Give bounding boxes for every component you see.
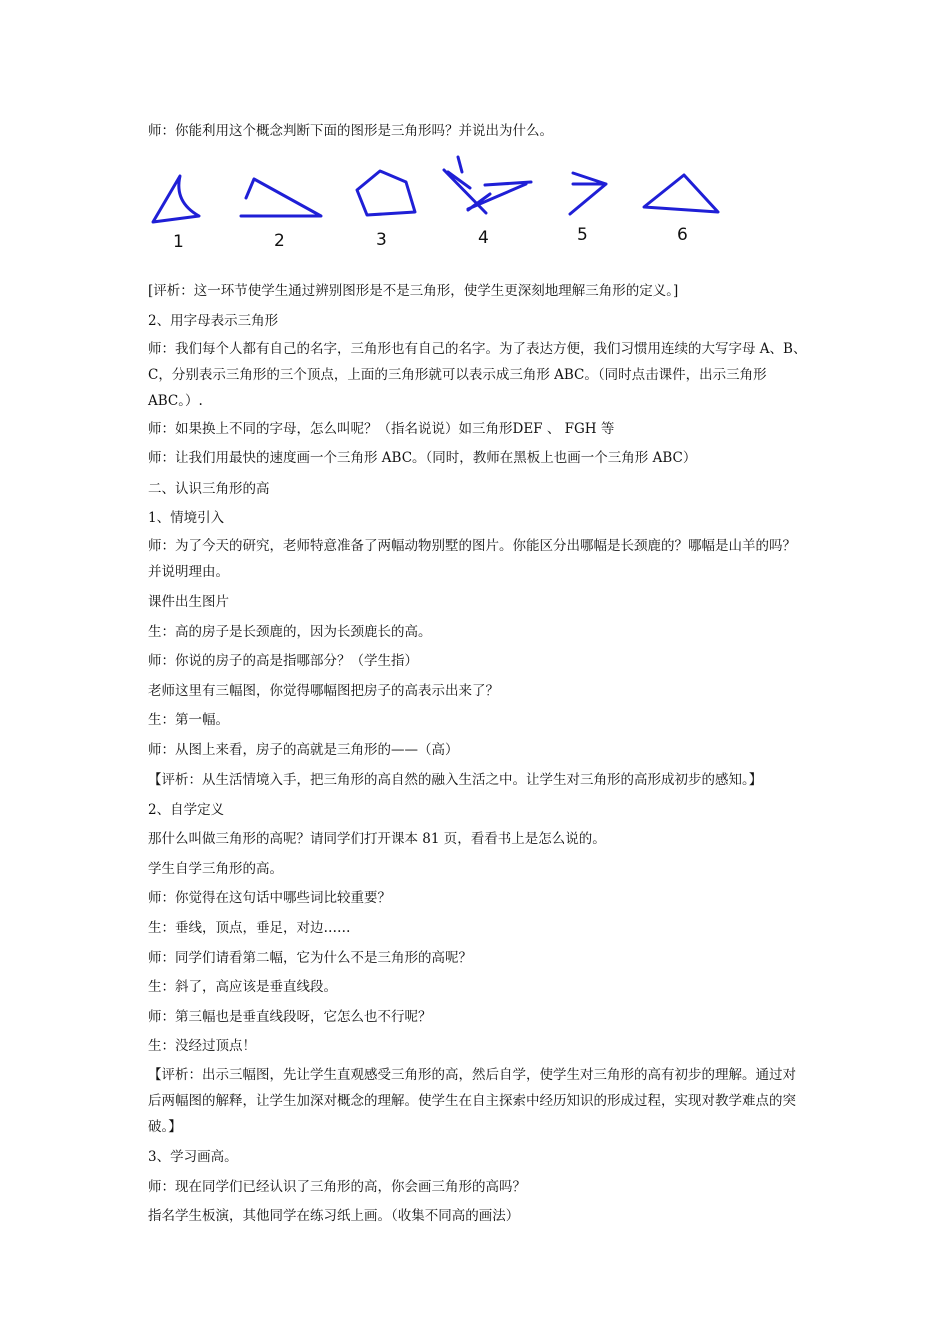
section-heading: 2、用字母表示三角形 [148,313,279,329]
figure-label-1: 1 [173,232,184,252]
shape-figures-drawing [140,152,740,262]
paragraph: 师：从图上来看，房子的高就是三角形的——（高） [148,742,459,758]
paragraph: 生：第一幅。 [148,712,229,728]
figure-label-6: 6 [677,225,688,245]
paragraph: 师：你觉得在这句话中哪些词比较重要？ [148,890,391,906]
figure-5-open-angle [570,173,606,214]
figure-1-curved-shape [153,176,199,222]
paragraph: 师：我们每个人都有自己的名字，三角形也有自己的名字。为了表达方便，我们习惯用连续的大写字母 A、B、C，分别表示三角形的三个顶点，上面的三角形就可以表示成三角形 ABC。（同时点击课件，出示三角形 ABC。）. [148,341,807,409]
section-heading: 1、情境引入 [148,510,225,526]
paragraph: 师：现在同学们已经认识了三角形的高，你会画三角形的高吗？ [148,1179,526,1195]
paragraph: 师：如果换上不同的字母，怎么叫呢？（指名说说）如三角形DEF 、 FGH 等 [148,421,615,437]
review-note: [评析：这一环节使学生通过辨别图形是不是三角形，使学生更深刻地理解三角形的定义。] [148,283,679,299]
figure-label-3: 3 [376,230,387,250]
paragraph: 师：为了今天的研究，老师特意准备了两幅动物别墅的图片。你能区分出哪幅是长颈鹿的？哪幅是山羊的吗？并说明理由。 [148,538,796,580]
paragraph: 生：没经过顶点！ [148,1038,256,1054]
figure-3-pentagon [357,171,415,215]
paragraph: 老师这里有三幅图，你觉得哪幅图把房子的高表示出来了？ [148,683,499,699]
paragraph: 生：斜了，高应该是垂直线段。 [148,979,337,995]
figure-2-open-shape [241,179,321,216]
section-heading: 2、自学定义 [148,802,225,818]
review-note: 【评析：从生活情境入手，把三角形的高自然的融入生活之中。让学生对三角形的高形成初步的感知。】 [148,772,763,788]
figure-label-5: 5 [577,225,588,245]
figure-label-4: 4 [478,228,489,248]
paragraph: 生：垂线，顶点，垂足，对边…… [148,920,351,936]
paragraph: 那什么叫做三角形的高呢？请同学们打开课本 81 页，看看书上是怎么说的。 [148,831,606,847]
paragraph: 课件出生图片 [148,594,229,610]
review-note: 【评析：出示三幅图，先让学生直观感受三角形的高，然后自学，使学生对三角形的高有初步的理解。通过对后两幅图的解释，让学生加深对概念的理解。使学生在自主探索中经历知识的形成过程，实现对教学难点的突破。】 [148,1067,796,1135]
paragraph: 师：同学们请看第二幅，它为什么不是三角形的高呢？ [148,950,472,966]
paragraph: 师：你说的房子的高是指哪部分？（学生指） [148,653,418,669]
paragraph: 师：你能利用这个概念判断下面的图形是三角形吗？并说出为什么。 [148,123,553,139]
figure-label-2: 2 [274,231,285,251]
shape-figures [140,152,740,262]
paragraph: 学生自学三角形的高。 [148,861,283,877]
paragraph: 指名学生板演，其他同学在练习纸上画。（收集不同高的画法） [148,1208,520,1224]
section-heading: 二、认识三角形的高 [148,481,270,497]
section-heading: 3、学习画高。 [148,1149,238,1165]
paragraph: 师：第三幅也是垂直线段呀，它怎么也不行呢？ [148,1009,432,1025]
paragraph: 生：高的房子是长颈鹿的，因为长颈鹿长的高。 [148,624,432,640]
figure-6-triangle [644,175,718,212]
figure-4-crossing-lines [444,157,531,213]
paragraph: 师：让我们用最快的速度画一个三角形 ABC。（同时，教师在黑板上也画一个三角形 ABC） [148,450,697,466]
